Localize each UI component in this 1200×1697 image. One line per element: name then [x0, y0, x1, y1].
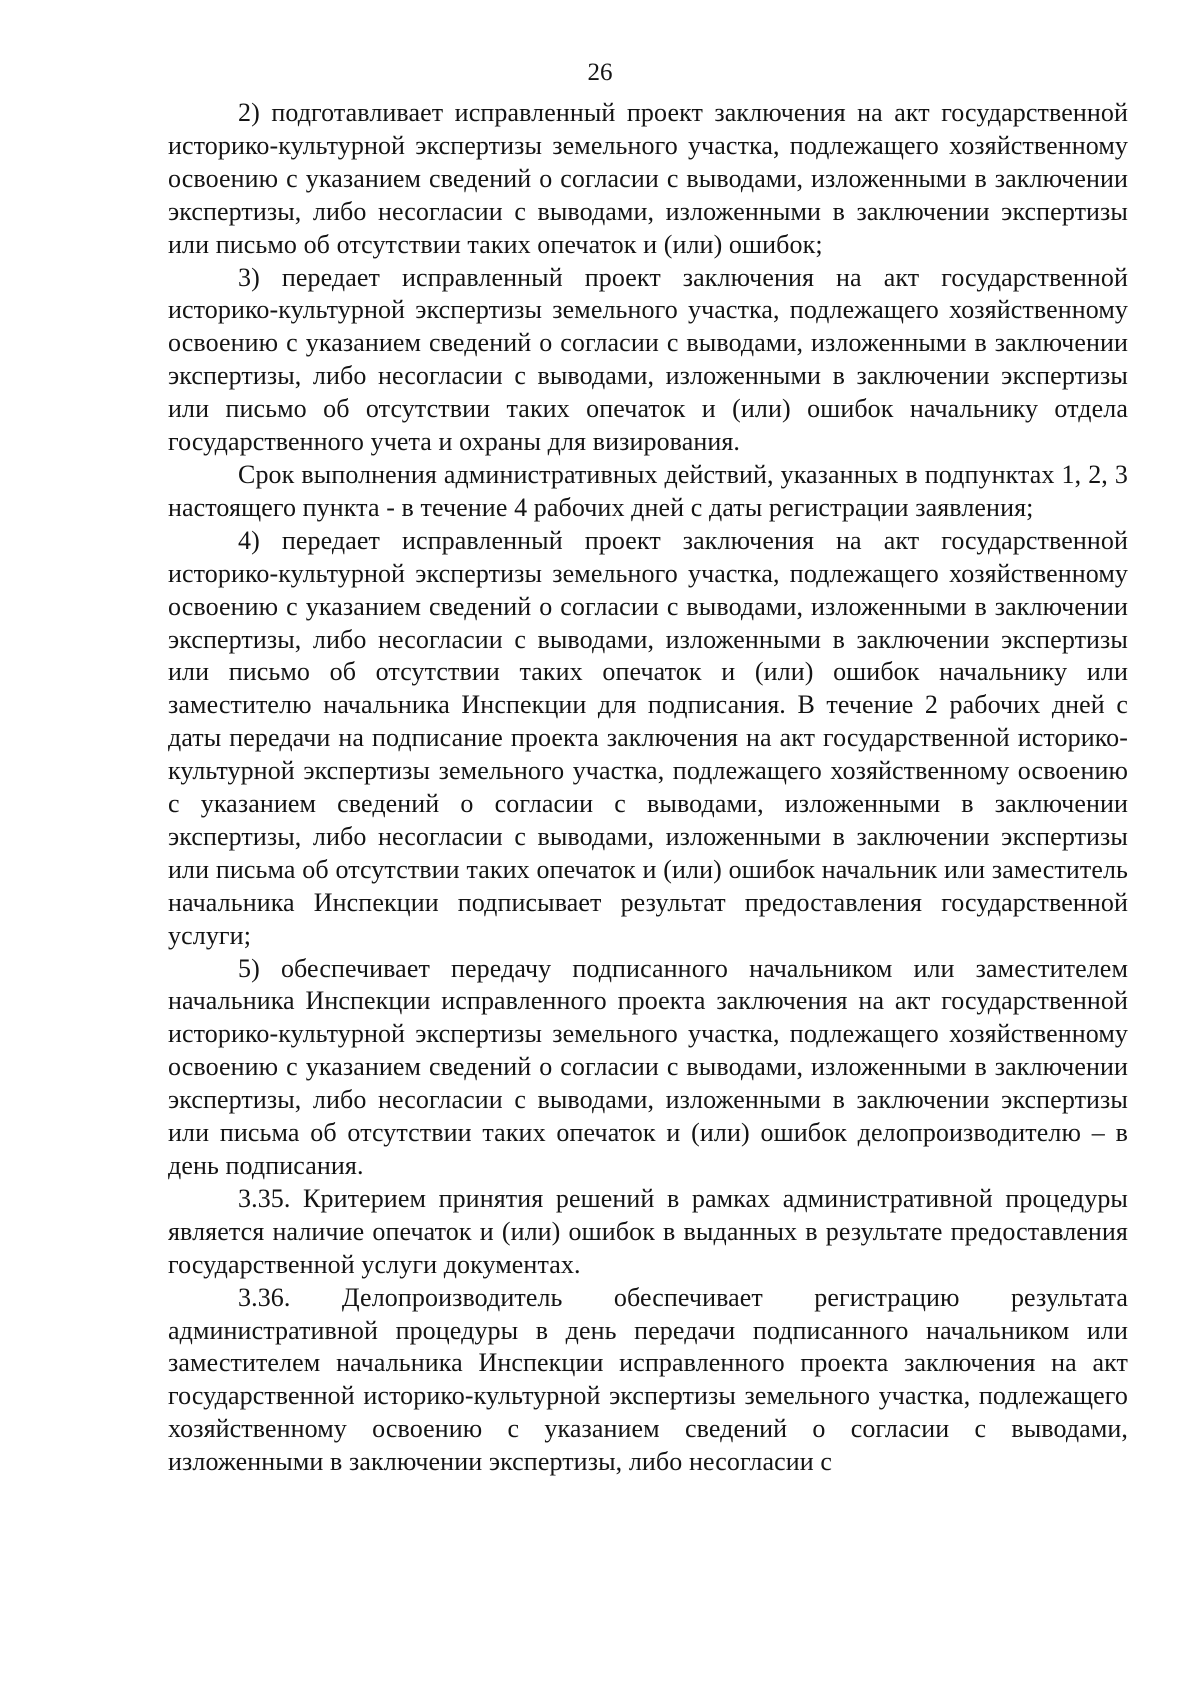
paragraph-3-35: 3.35. Критерием принятия решений в рамках административной процедуры является наличие опечаток и (или) ошибок в выданных в результате предоставления государственной услуги документах.	[168, 1183, 1128, 1279]
paragraph-item-2: 2) подготавливает исправленный проект заключения на акт государственной историко-культурной экспертизы земельного участка, подлежащего хозяйственному освоению с указанием сведений о согласии с выводами, изложенными в заключении экспертизы, либо несогласии с выводами, изложенными в заключении экспертизы или письмо об отсутствии таких опечаток и (или) ошибок;	[168, 98, 1128, 259]
paragraph-item-5: 5) обеспечивает передачу подписанного начальником или заместителем начальника Инспекции исправленного проекта заключения на акт государственной историко-культурной экспертизы земельного участка, подлежащего хозяйственному освоению с указанием сведений о согласии с выводами, изложенными в заключении экспертизы, либо несогласии с выводами, изложенными в заключении экспертизы или письма об отсутствии таких опечаток и (или) ошибок делопроизводителю – в день подписания.	[168, 953, 1128, 1180]
paragraph-deadline: Срок выполнения административных действий, указанных в подпунктах 1, 2, 3 настоящего пункта - в течение 4 рабочих дней с даты регистрации заявления;	[168, 459, 1128, 522]
paragraph-item-3: 3) передает исправленный проект заключения на акт государственной историко-культурной экспертизы земельного участка, подлежащего хозяйственному освоению с указанием сведений о согласии с выводами, изложенными в заключении экспертизы, либо несогласии с выводами, изложенными в заключении экспертизы или письмо об отсутствии таких опечаток и (или) ошибок начальнику отдела государственного учета и охраны для визирования.	[168, 262, 1128, 457]
paragraph-item-4: 4) передает исправленный проект заключения на акт государственной историко-культурной экспертизы земельного участка, подлежащего хозяйственному освоению с указанием сведений о согласии с выводами, изложенными в заключении экспертизы, либо несогласии с выводами, изложенными в заключении экспертизы или письмо об отсутствии таких опечаток и (или) ошибок начальнику или заместителю начальника Инспекции для подписания. В течение 2 рабочих дней с даты передачи на подписание проекта заключения на акт государственной историко-культурной экспертизы земельного участка, подлежащего хозяйственному освоению с указанием сведений о согласии с выводами, изложенными в заключении экспертизы, либо несогласии с выводами, изложенными в заключении экспертизы или письма об отсутствии таких опечаток и (или) ошибок начальник или заместитель начальника Инспекции подписывает результат предоставления государственной услуги;	[168, 525, 1128, 950]
document-body	[168, 97, 1128, 1479]
paragraph-3-36: 3.36. Делопроизводитель обеспечивает регистрацию результата административной процедуры в день передачи подписанного начальником или заместителем начальника Инспекции исправленного проекта заключения на акт государственной историко-культурной экспертизы земельного участка, подлежащего хозяйственному освоению с указанием сведений о согласии с выводами, изложенными в заключении экспертизы, либо несогласии с	[168, 1282, 1128, 1477]
page-number: 26	[587, 59, 613, 86]
